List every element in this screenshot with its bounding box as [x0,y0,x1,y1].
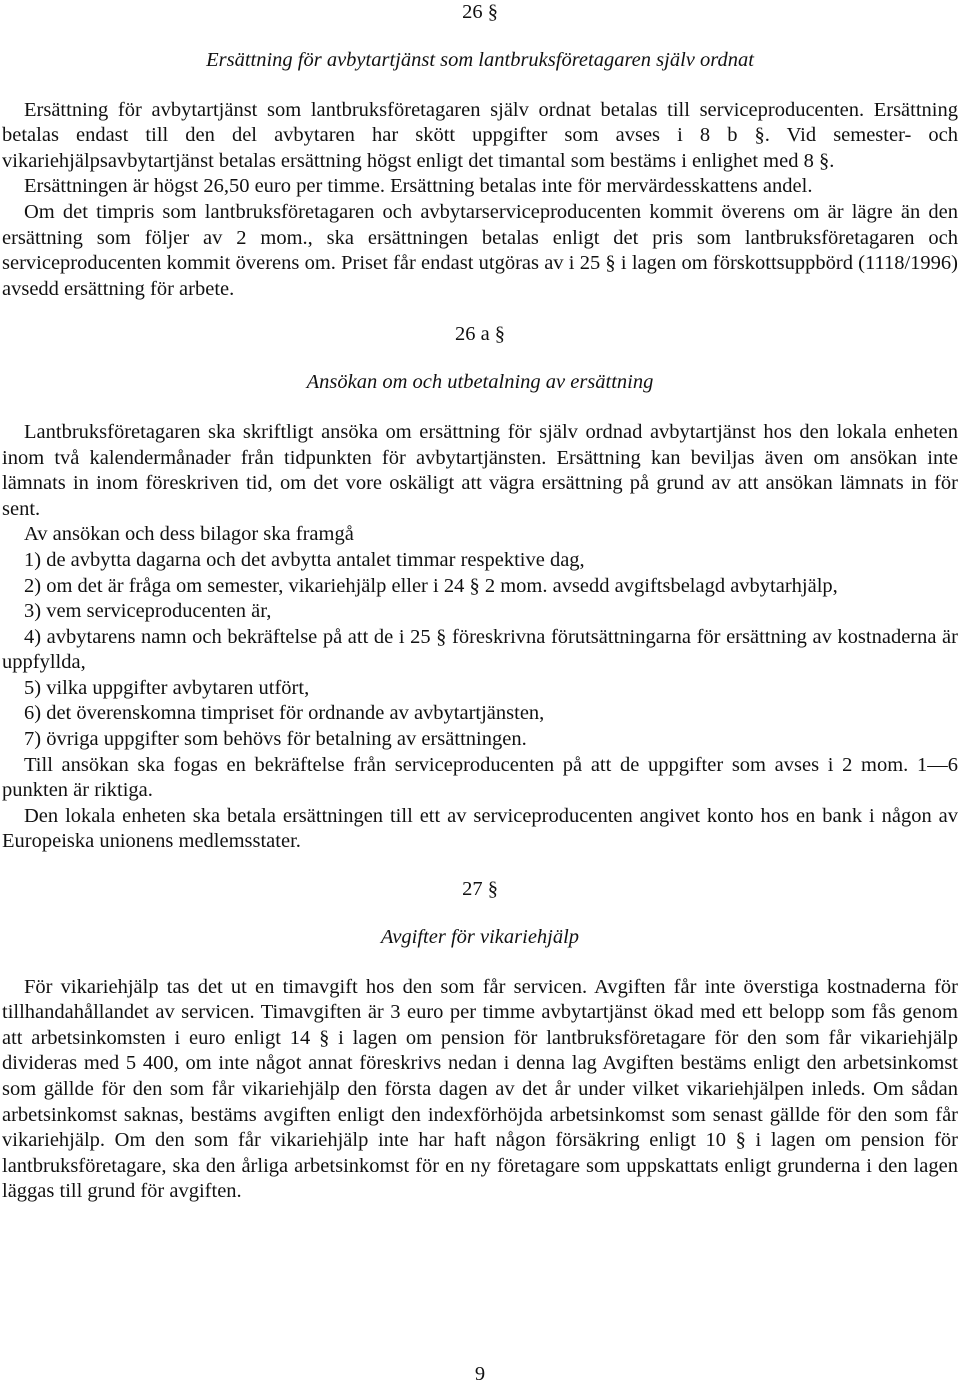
section-26 [2,0,958,302]
section-27 [2,877,958,1205]
section-number: 27 § [462,878,498,901]
list-item: 1) de avbytta dagarna och det avbytta antalet timmar respektive dag, [24,548,585,571]
paragraph: Den lokala enheten ska betala ersättningen till ett av serviceproducenten angivet konto hos en bank i någon av Europeiska unionens medlemsstater. [2,804,958,853]
section-title: Ersättning för avbytartjänst som lantbruksföretagaren själv ordnat [206,49,754,71]
section-number: 26 a § [454,323,506,346]
list-item: 3) vem serviceproducenten är, [24,600,272,623]
list-item: 4) avbytarens namn och bekräftelse på att de i 25 § föreskrivna förutsättningarna för ersättning av kostnaderna är uppfyllda, [2,625,958,674]
paragraph: Om det timpris som lantbruksföretagaren och avbytarserviceproducenten kommit överens om är lägre än den ersättning som följer av 2 mom., ska ersättningen betalas enligt det pris som lantbruksföretagaren och serviceproducenten kommit överens om. Priset får endast utgöras av i 25 § i lagen om förskottsuppbörd (1118/1996) avsedd ersättning för arbete. [2,200,958,300]
list-item: 7) övriga uppgifter som behövs för betalning av ersättningen. [24,728,527,751]
paragraph: Lantbruksföretagaren ska skriftligt ansöka om ersättning för själv ordnad avbytartjänst hos den lokala enheten inom två kalendermånader från tidpunkten för avbytartjänsten. Ersättning kan beviljas även om ansökan inte lämnats in inom föreskriven tid, om det vore oskäligt att vägra ersättning på grund av att ansökan lämnats in för sent. [2,420,958,520]
document-body [2,0,958,1205]
section-26a [2,322,958,855]
section-number: 26 § [462,1,498,23]
paragraph: För vikariehjälp tas det ut en timavgift hos den som får servicen. Avgiften får inte överstiga kostnaderna för tillhandahållandet av servicen. Timavgiften är 3 euro per timme avbytartjänst ökad med ett belopp som fås genom att arbetsinkomsten i euro enligt 14 § i lagen om pension för lantbruksföretagare för den som får vikariehjälp divideras med 5 400, om inte något annat föreskrivs nedan i denna lag Avgiften bestäms enligt den arbetsinkomst som gällde för den som får vikariehjälp den första dagen av det år under vilket vikariehjälpen inleds. Om sådan arbetsinkomst saknas, bestäms avgiften enligt den indexförhöjda arbetsinkomst som senast gällde för den som får vikariehjälp. Om den som får vikariehjälp inte har haft någon försäkring enligt 10 § i lagen om pension för lantbruksföretagare, ska den årliga arbetsinkomst för en ny företagare som uppskattats enligt grunderna i den lagen läggas till grund för avgiften. [2,975,958,1203]
paragraph: Ersättning för avbytartjänst som lantbruksföretagaren själv ordnat betalas till serviceproducenten. Ersättning betalas endast till den del avbytaren har skött uppgifter som avses i 8 b §. Vid semester- och vikariehjälpsavbytartjänst betalas ersättning högst enligt det timantal som bestäms i enlighet med 8 §. [2,98,958,172]
section-title: Ansökan om och utbetalning av ersättning [306,371,654,394]
list-item: 6) det överenskomna timpriset för ordnande av avbytartjänsten, [24,702,545,725]
list-item: 5) vilka uppgifter avbytaren utfört, [24,676,310,699]
list-item: 2) om det är fråga om semester, vikariehjälp eller i 24 § 2 mom. avsedd avgiftsbelagd avbytarhjälp, [24,574,838,597]
paragraph: Ersättningen är högst 26,50 euro per timme. Ersättning betalas inte för mervärdesskattens andel. [24,175,813,198]
page-number: 9 [474,1363,486,1385]
paragraph: Till ansökan ska fogas en bekräftelse från serviceproducenten på att de uppgifter som avses i 2 mom. 1—6 punkten är riktiga. [2,753,958,802]
section-title: Avgifter för vikariehjälp [380,926,580,949]
paragraph: Av ansökan och dess bilagor ska framgå [24,523,354,546]
